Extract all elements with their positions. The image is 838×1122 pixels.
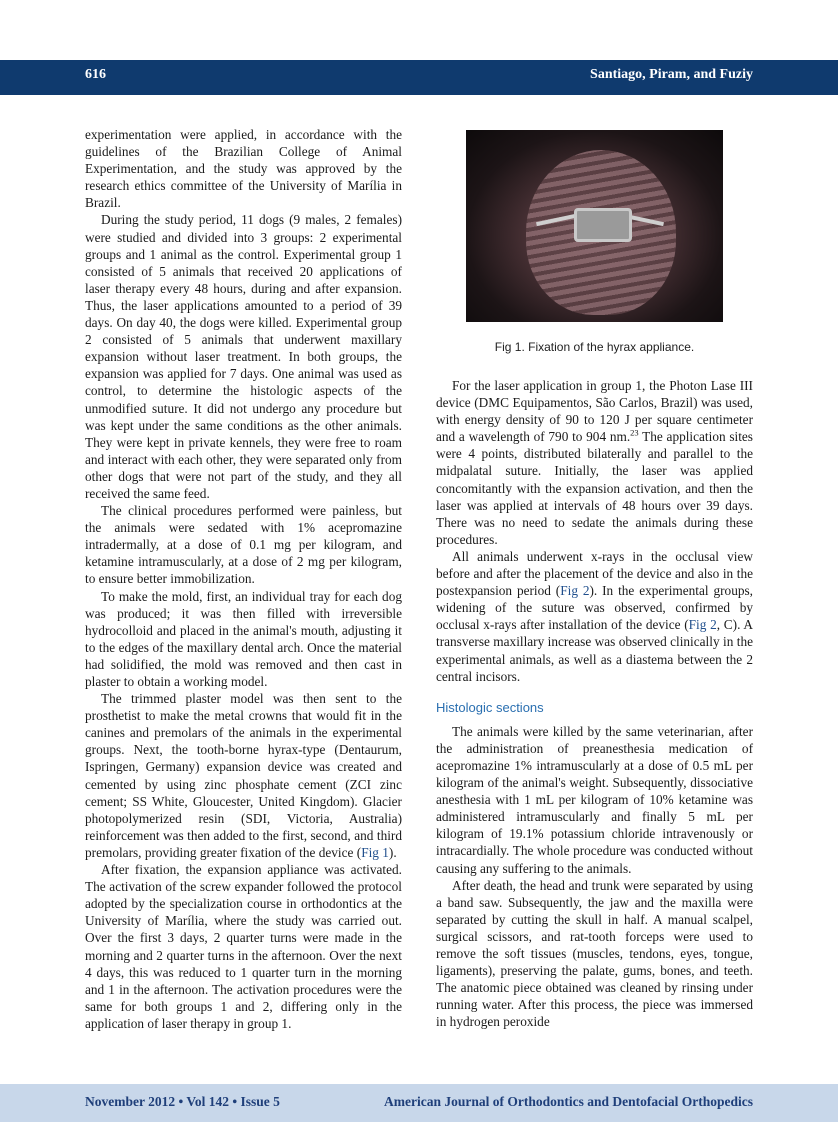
figure-caption: Fig 1. Fixation of the hyrax appliance.	[494, 340, 695, 354]
paragraph: To make the mold, first, an individual tray for each dog was produced; it was then filled with irreversible hydrocolloid and placed in the animal's mouth, adjusting it to the edges of the maxillary dental arch. Once the material had solidified, the mold was removed and then cast in plaster to obtain a working model.	[85, 588, 402, 689]
figure-hyrax-photo	[466, 130, 723, 322]
paragraph-text: ).	[388, 844, 397, 860]
figure-link-fig2[interactable]: Fig 2	[688, 617, 717, 633]
figure-link-fig2[interactable]: Fig 2	[560, 583, 590, 599]
paragraph: During the study period, 11 dogs (9 males, 2 females) were studied and divided into 3 groups: 2 experimental groups and 1 animal as the control. Experimental group 1 consisted of 5 animals that received 20 applications of laser therapy every 48 hours, during and after expansion. Thus, the laser applications amounted to a period of 39 days. On day 40, the dogs were killed. Experimental group 2 consisted of 5 animals that underwent maxillary expansion without laser treatment. In both groups, the expansion was applied for 7 days. One animal was used as control, to determine the histologic aspects of the unmodified suture. It did not undergo any procedure but was kept under the same conditions as the other animals. They were kept in private kennels, they were free to roam and interact with each other, they were separated only from other dogs that were not part of the study, and they all received the same feed.	[85, 212, 402, 501]
paragraph-text: The trimmed plaster model was then sent to the prosthetist to make the metal crowns that would fit in the canines and premolars of the animals in the experimental groups. Next, the tooth-borne hyrax-type (Dentaurum, Ispringen, Germany) expansion device was created and cemented by using zinc phosphate cement (ZCI zinc cement; SS White, Gloucester, United Kingdom). Glacier photopolymerized resin (SDI, Victoria, Australia) reinforcement was then added to the first, second, and third premolars, providing greater fixation of the device (	[85, 691, 402, 860]
paragraph	[85, 690, 402, 861]
paragraph: After death, the head and trunk were separated by using a band saw. Subsequently, the jaw and the maxilla were separated by cutting the skull in half. A manual scalpel, surgical scissors, and rat-tooth forceps were used to remove the soft tissues (muscles, tendons, eyes, tongue, ligaments), preserving the palate, gums, bones, and teeth. The anatomic piece obtained was cleaned by rinsing under running water. After this process, the piece was immersed in hydrogen peroxide	[436, 877, 753, 1030]
figure-link-fig1[interactable]: Fig 1	[361, 844, 389, 860]
paragraph-text: All animals underwent x-rays in the occlusal view before and after the placement of the device and also in the postexpansion period (	[436, 548, 753, 599]
page-header	[0, 60, 838, 95]
paragraph: The animals were killed by the same veterinarian, after the administration of preanesthesia medication of acepromazine 1% intramuscularly at a dose of 0.5 mL per kilogram of the animal's weight. Subsequently, dissociative anesthesia with 1 mL per kilogram of 10% ketamine was administered intramuscularly and finally 5 mL per kilogram of 19.1% potassium chloride intravenously or intracardially. The whole procedure was conducted without causing any suffering to the animals.	[436, 723, 753, 876]
paragraph: experimentation were applied, in accordance with the guidelines of the Brazilian College of Animal Experimentation, and the study was approved by the research ethics committee of the University of Marília in Brazil.	[85, 127, 402, 211]
paragraph: After fixation, the expansion appliance was activated. The activation of the screw expander followed the protocol adopted by the specialization course in orthodontics at the University of Marília, where the study was carried out. Over the first 3 days, 2 quarter turns were made in the morning and 2 quarter turns in the afternoon. Over the next 4 days, this was reduced to 1 quarter turn in the morning and 1 in the afternoon. The activation procedures were the same for both groups 1 and 2, differing only in the application of laser therapy in group 1.	[85, 862, 402, 1031]
right-column	[436, 377, 753, 1030]
section-heading: Histologic sections	[436, 699, 544, 715]
paragraph-text: , C). A transverse maxillary increase was observed clinically in the experimental animals, as well as a diastema between the 2 central incisors.	[436, 617, 754, 684]
running-head-authors: Santiago, Piram, and Fuziy	[590, 67, 753, 82]
paragraph-text: ). In the experimental groups, widening of the suture was observed, confirmed by occlusal x-rays after installation of the device (	[436, 583, 753, 633]
paragraph-text: For the laser application in group 1, the Photon Lase III device (DMC Equipamentos, São Carlos, Brazil) was used, with energy density of 90 to 120 J per square centimeter and a wavelength of 790 to 904 nm.	[436, 378, 753, 445]
footer-issue: November 2012 • Vol 142 • Issue 5	[85, 1094, 280, 1109]
footer-journal: American Journal of Orthodontics and Dentofacial Orthopedics	[384, 1094, 753, 1109]
citation-superscript: 23	[630, 427, 639, 438]
paragraph	[436, 377, 753, 548]
paragraph	[436, 548, 753, 685]
paragraph-text: The application sites were 4 points, distributed bilaterally and parallel to the midpalatal suture. Initially, the laser was applied concomitantly with the expansion activation, and then the laser was applied at intervals of 48 hours over 39 days. There was no need to sedate the animals during these procedures.	[436, 429, 753, 547]
page-footer	[0, 1084, 838, 1122]
paragraph: The clinical procedures performed were painless, but the animals were sedated with 1% acepromazine intradermally, at a dose of 0.1 mg per kilogram, and ketamine intramuscularly, at a dose of 2 mg per kilogram, to ensure better immobilization.	[85, 503, 402, 587]
page-number: 616	[85, 67, 106, 82]
left-column	[85, 126, 402, 1032]
hyrax-appliance-shape	[574, 208, 632, 242]
